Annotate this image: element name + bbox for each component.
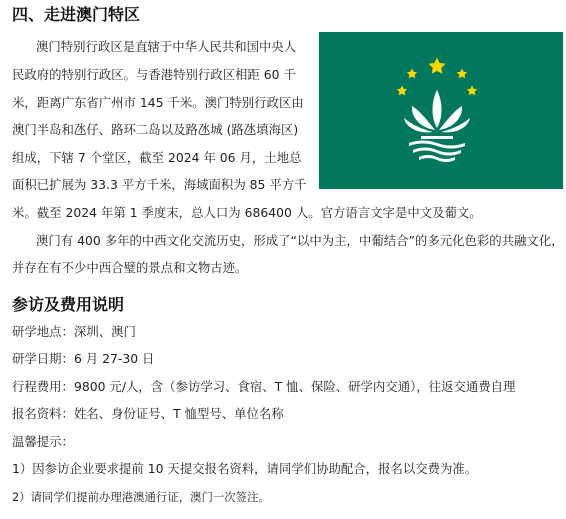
section-title-fees: 参访及费用说明	[12, 295, 125, 314]
fees-documents: 报名资料：姓名、身份证号、T 恤型号、单位名称	[12, 406, 284, 421]
para1-line: 面积已扩展为 33.3 平方千米，海域面积为 85 平方千	[12, 177, 307, 192]
para1-line: 澳门特别行政区是直辖于中华人民共和国中央人	[36, 39, 297, 54]
fees-location: 研学地点：深圳、澳门	[12, 324, 136, 339]
para1-line: 民政府的特别行政区。与香港特别行政区相距 60 千	[12, 67, 296, 82]
reminder-item: 1）因参访企业要求提前 10 天提交报名资料，请同学们协助配合，报名以交费为准。	[12, 461, 478, 476]
para1-line: 组成，下辖 7 个堂区，截至 2024 年 06 月，土地总	[12, 150, 302, 165]
fees-dates: 研学日期：6 月 27-30 日	[12, 351, 155, 366]
para1-line: 米。截至 2024 年第 1 季度末，总人口为 686400 人。官方语言文字是中文及葡文。	[12, 205, 482, 220]
para1-line: 澳门半岛和氹仔、路环二岛以及路氹城 (路氹填海区)	[12, 122, 299, 137]
reminder-label: 温馨提示：	[12, 434, 74, 449]
para2-line: 并存在有不少中西合璧的景点和文物古迹。	[12, 260, 248, 275]
para2-line: 澳门有 400 多年的中西文化交流历史，形成了“以中为主，中葡结合”的多元化色彩的共融文化，	[36, 233, 564, 248]
fees-cost: 行程费用：9800 元/人，含（参访学习、食宿、T 恤、保险、研学内交通），往返交通费自理	[12, 379, 516, 394]
para1-line: 米，距离广东省广州市 145 千米。澳门特别行政区由	[12, 95, 304, 110]
section-title-macau: 四、走进澳门特区	[12, 5, 141, 24]
macau-flag-icon	[319, 32, 563, 189]
reminder-item: 2）请同学们提前办理港澳通行证，澳门一次签注。	[12, 490, 270, 504]
